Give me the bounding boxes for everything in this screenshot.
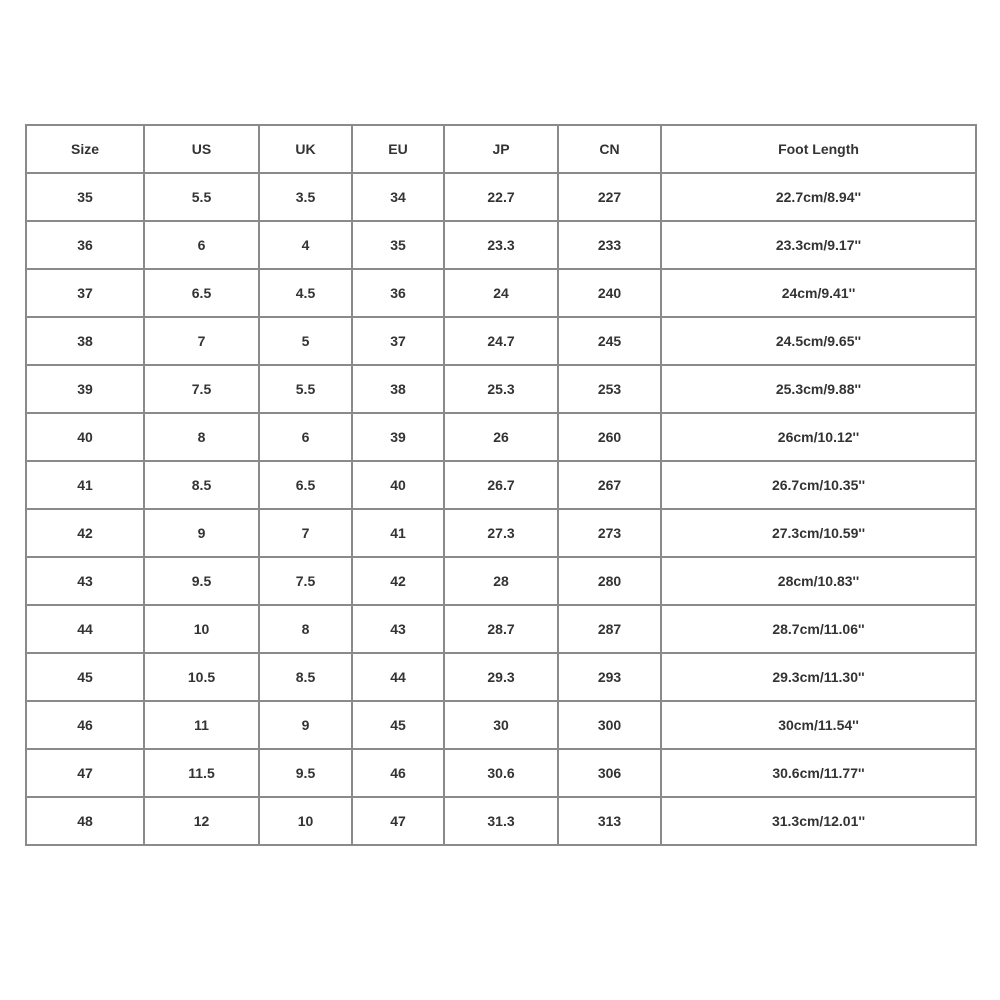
cell-uk: 4 <box>259 221 352 269</box>
cell-eu: 38 <box>352 365 444 413</box>
cell-foot-length: 30.6cm/11.77'' <box>661 749 976 797</box>
cell-uk: 3.5 <box>259 173 352 221</box>
cell-cn: 313 <box>558 797 661 845</box>
header-foot-length: Foot Length <box>661 125 976 173</box>
cell-eu: 35 <box>352 221 444 269</box>
cell-foot-length: 24.5cm/9.65'' <box>661 317 976 365</box>
cell-jp: 25.3 <box>444 365 558 413</box>
cell-foot-length: 28.7cm/11.06'' <box>661 605 976 653</box>
table-row <box>26 653 976 701</box>
cell-us: 12 <box>144 797 259 845</box>
cell-jp: 30 <box>444 701 558 749</box>
table-row <box>26 701 976 749</box>
table-row <box>26 365 976 413</box>
cell-cn: 306 <box>558 749 661 797</box>
cell-eu: 42 <box>352 557 444 605</box>
cell-foot-length: 31.3cm/12.01'' <box>661 797 976 845</box>
cell-foot-length: 23.3cm/9.17'' <box>661 221 976 269</box>
cell-size: 35 <box>26 173 144 221</box>
cell-size: 38 <box>26 317 144 365</box>
cell-size: 36 <box>26 221 144 269</box>
cell-us: 8.5 <box>144 461 259 509</box>
cell-uk: 9.5 <box>259 749 352 797</box>
cell-foot-length: 26.7cm/10.35'' <box>661 461 976 509</box>
cell-size: 47 <box>26 749 144 797</box>
header-cn: CN <box>558 125 661 173</box>
table-row <box>26 509 976 557</box>
table-row <box>26 269 976 317</box>
cell-eu: 43 <box>352 605 444 653</box>
cell-uk: 5 <box>259 317 352 365</box>
cell-foot-length: 30cm/11.54'' <box>661 701 976 749</box>
cell-jp: 24 <box>444 269 558 317</box>
cell-uk: 6 <box>259 413 352 461</box>
cell-size: 42 <box>26 509 144 557</box>
header-us: US <box>144 125 259 173</box>
cell-size: 43 <box>26 557 144 605</box>
cell-jp: 26.7 <box>444 461 558 509</box>
cell-uk: 9 <box>259 701 352 749</box>
cell-us: 6.5 <box>144 269 259 317</box>
cell-cn: 233 <box>558 221 661 269</box>
cell-size: 44 <box>26 605 144 653</box>
cell-us: 5.5 <box>144 173 259 221</box>
cell-eu: 36 <box>352 269 444 317</box>
cell-jp: 29.3 <box>444 653 558 701</box>
cell-uk: 6.5 <box>259 461 352 509</box>
cell-jp: 26 <box>444 413 558 461</box>
table-row <box>26 317 976 365</box>
cell-jp: 24.7 <box>444 317 558 365</box>
table-body <box>26 173 976 845</box>
cell-cn: 300 <box>558 701 661 749</box>
cell-jp: 28 <box>444 557 558 605</box>
cell-eu: 47 <box>352 797 444 845</box>
cell-uk: 8 <box>259 605 352 653</box>
cell-jp: 27.3 <box>444 509 558 557</box>
cell-us: 6 <box>144 221 259 269</box>
cell-eu: 46 <box>352 749 444 797</box>
cell-jp: 28.7 <box>444 605 558 653</box>
cell-foot-length: 29.3cm/11.30'' <box>661 653 976 701</box>
table-row <box>26 173 976 221</box>
cell-cn: 267 <box>558 461 661 509</box>
cell-eu: 45 <box>352 701 444 749</box>
cell-size: 37 <box>26 269 144 317</box>
cell-cn: 260 <box>558 413 661 461</box>
cell-us: 9.5 <box>144 557 259 605</box>
table-row <box>26 413 976 461</box>
cell-uk: 5.5 <box>259 365 352 413</box>
cell-foot-length: 24cm/9.41'' <box>661 269 976 317</box>
cell-size: 41 <box>26 461 144 509</box>
cell-us: 11 <box>144 701 259 749</box>
cell-us: 8 <box>144 413 259 461</box>
cell-cn: 240 <box>558 269 661 317</box>
cell-eu: 41 <box>352 509 444 557</box>
table-row <box>26 461 976 509</box>
cell-eu: 40 <box>352 461 444 509</box>
cell-size: 48 <box>26 797 144 845</box>
cell-jp: 30.6 <box>444 749 558 797</box>
header-eu: EU <box>352 125 444 173</box>
table-row <box>26 221 976 269</box>
cell-jp: 31.3 <box>444 797 558 845</box>
cell-size: 45 <box>26 653 144 701</box>
cell-us: 7.5 <box>144 365 259 413</box>
header-uk: UK <box>259 125 352 173</box>
cell-cn: 273 <box>558 509 661 557</box>
table-row <box>26 749 976 797</box>
cell-uk: 8.5 <box>259 653 352 701</box>
cell-us: 10.5 <box>144 653 259 701</box>
cell-cn: 227 <box>558 173 661 221</box>
table-row <box>26 797 976 845</box>
cell-cn: 293 <box>558 653 661 701</box>
cell-foot-length: 27.3cm/10.59'' <box>661 509 976 557</box>
cell-cn: 287 <box>558 605 661 653</box>
cell-uk: 7 <box>259 509 352 557</box>
cell-eu: 39 <box>352 413 444 461</box>
cell-eu: 44 <box>352 653 444 701</box>
cell-size: 39 <box>26 365 144 413</box>
cell-uk: 4.5 <box>259 269 352 317</box>
size-chart-table <box>25 124 977 846</box>
cell-jp: 22.7 <box>444 173 558 221</box>
cell-foot-length: 25.3cm/9.88'' <box>661 365 976 413</box>
cell-size: 40 <box>26 413 144 461</box>
cell-cn: 253 <box>558 365 661 413</box>
cell-eu: 34 <box>352 173 444 221</box>
cell-us: 7 <box>144 317 259 365</box>
cell-us: 9 <box>144 509 259 557</box>
cell-eu: 37 <box>352 317 444 365</box>
cell-uk: 10 <box>259 797 352 845</box>
header-row <box>26 125 976 173</box>
cell-foot-length: 28cm/10.83'' <box>661 557 976 605</box>
cell-foot-length: 26cm/10.12'' <box>661 413 976 461</box>
cell-us: 10 <box>144 605 259 653</box>
table-row <box>26 605 976 653</box>
cell-size: 46 <box>26 701 144 749</box>
table-header <box>26 125 976 173</box>
header-size: Size <box>26 125 144 173</box>
cell-cn: 245 <box>558 317 661 365</box>
cell-jp: 23.3 <box>444 221 558 269</box>
cell-uk: 7.5 <box>259 557 352 605</box>
table-row <box>26 557 976 605</box>
cell-cn: 280 <box>558 557 661 605</box>
cell-us: 11.5 <box>144 749 259 797</box>
cell-foot-length: 22.7cm/8.94'' <box>661 173 976 221</box>
header-jp: JP <box>444 125 558 173</box>
